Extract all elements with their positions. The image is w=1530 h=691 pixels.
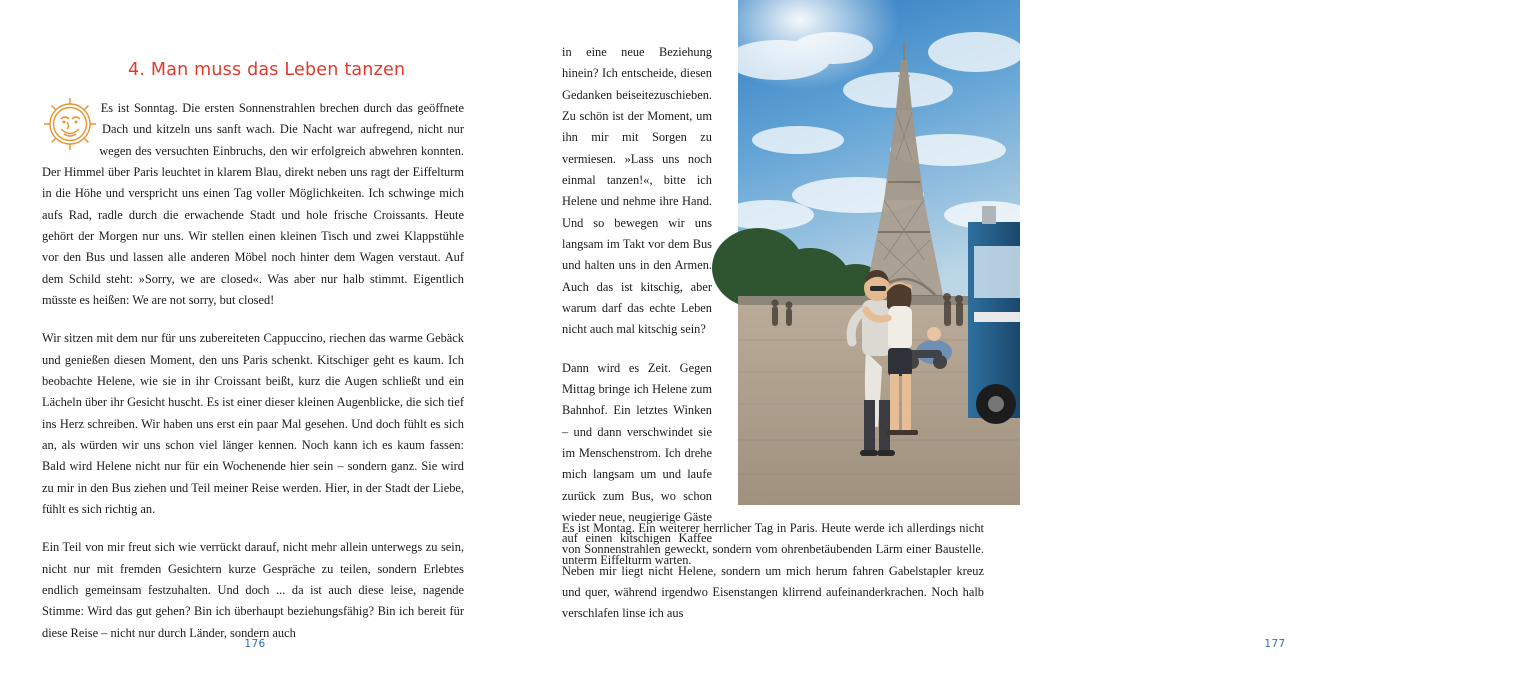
left-page-body: [42, 98, 464, 661]
right-page-narrow-column: [562, 42, 712, 588]
page-number-right: 177: [1264, 638, 1286, 650]
eiffel-tower-couple-photo: [738, 0, 1020, 505]
left-page: [0, 0, 510, 691]
paragraph-text: Es ist Sonntag. Die ersten Sonnenstrahlen brechen durch das geöffnete Dach und kitzeln uns sanft wach. Die Nacht war aufregend, nicht nur wegen des versuchten Einbruchs, den wir erfolgreich abwehren konnten. Der Himmel über Paris leuchtet in klarem Blau, direkt neben uns ragt der Eiffelturm in die Höhe und verspricht uns einen Tag voller Möglichkeiten. Ich schwinge mich aufs Rad, radle durch die erwachende Stadt und hole frische Croissants. Heute gehört der Morgen nur uns. Wir stellen einen kleinen Tisch und zwei Klappstühle vor den Bus und lassen alle anderen Möbel noch hinter dem Wagen verstaut. Auf dem Schild steht: »Sorry, we are closed«. Was aber nur halb stimmt. Eigentlich müsste es heißen: We are not sorry, but closed!: [42, 101, 464, 307]
paragraph: [42, 98, 464, 311]
paragraph: Es ist Montag. Ein weiterer herrlicher Tag in Paris. Heute werde ich allerdings nicht von Sonnenstrahlen geweckt, sondern vom ohrenbetäubenden Lärm einer Baustelle. Neben mir liegt nicht Helene, sondern um mich herum fahren Gabelstapler kreuz und quer, während irgendwo Eisenstangen klirrend aufeinanderkrachen. Noch halb verschlafen linse ich aus: [562, 521, 984, 621]
right-page: [510, 0, 1286, 691]
paragraph: Wir sitzen mit dem nur für uns zubereiteten Cappuccino, riechen das warme Gebäck und genießen diesen Moment, den uns Paris schenkt. Kitschiger geht es kaum. Ich beobachte Helene, wie sie in ihr Croissant beißt, kurz die Augen schließt und ein Lächeln über ihr Gesicht huscht. Es ist einer dieser kleinen Augenblicke, die sich tief ins Herz schreiben. Wir haben uns erst ein paar Mal gesehen. Und doch fühlt es sich an, als würden wir uns schon viel länger kennen. Noch kann ich es kaum fassen: Bald wird Helene nicht nur für ein Wochenende hier sein – sondern ganz. Sie wird zu mir in den Bus ziehen und Teil meiner Reise werden. Hier, in der Stadt der Liebe, fühlt es sich richtig an.: [42, 331, 464, 516]
page-number-left: 176: [244, 638, 266, 650]
paragraph: Dann wird es Zeit. Gegen Mittag bringe ich Helene zum Bahnhof. Ein letztes Winken – und dann verschwindet sie im Menschenstrom. Ich drehe mich langsam um und laufe zurück zum Bus, wo schon wieder neue, neugierige Gäste auf einen kitschigen Kaffee unterm Eiffelturm warten.: [562, 360, 712, 567]
paragraph: in eine neue Beziehung hinein? Ich entscheide, diesen Gedanken beiseitezuschieben. Zu schön ist der Moment, um ihn mir mit Sorgen zu vermiesen. »Lass uns noch einmal tanzen!«, bitte ich Helene und nehme ihre Hand. Und so bewegen wir uns langsam im Takt vor dem Bus und halten uns in den Armen. Auch das ist kitschig, aber warum darf das echte Leben nicht auch mal kitschig sein?: [562, 45, 712, 337]
chapter-title: 4. Man muss das Leben tanzen: [128, 59, 406, 80]
right-page-wide-column: [562, 518, 984, 642]
ornament-spacer: [42, 98, 102, 158]
paragraph: Ein Teil von mir freut sich wie verrückt darauf, nicht mehr allein unterwegs zu sein, nicht nur mit fremden Gesichtern kurze Gespräche zu teilen, sondern Erlebtes endlich gemeinsam festzuhalten. Und doch ... da ist auch diese leise, nagende Stimme: Wird das gut gehen? Bin ich überhaupt beziehungsfähig? Bin ich bereit für diese Reise – nicht nur durch Länder, sondern auch: [42, 540, 464, 640]
